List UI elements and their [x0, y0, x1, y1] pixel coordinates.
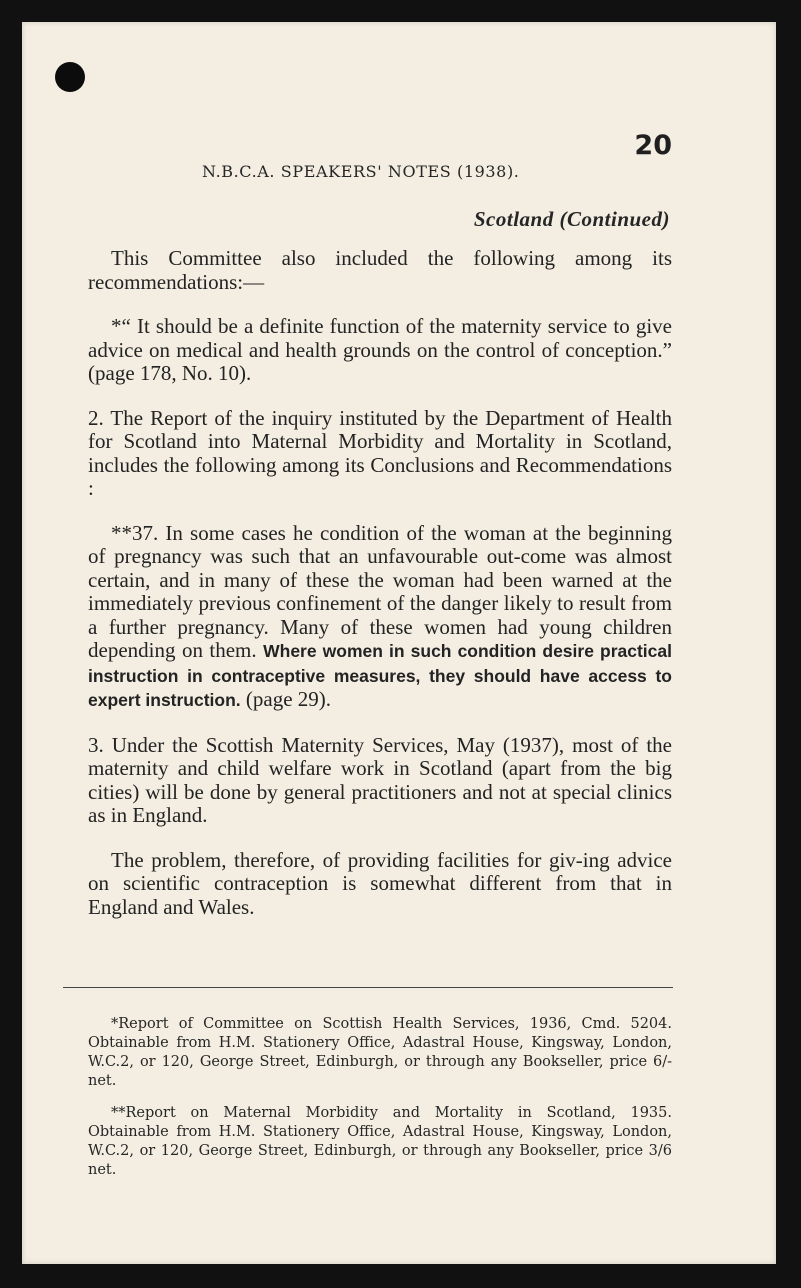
footnote-2: **Report on Maternal Morbidity and Mortality in Scotland, 1935. Obtainable from H.M. Stationery Office, Adastral House, Kingsway, London, W.C.2, or 120, George Street, Edinburgh, or through any Bookseller, price 3/6 net.	[88, 1105, 672, 1178]
paragraph-intro: This Committee also included the following among its recommendations:—	[88, 246, 672, 294]
punch-hole	[55, 62, 85, 92]
footnotes	[88, 1015, 672, 1193]
conclusion-37-emphasis: Where women in such condition desire practical instruction in contraceptive measures, they should have access to expert instruction.	[88, 641, 672, 710]
document-page	[22, 22, 776, 1264]
paragraph-conclusion-37	[88, 522, 672, 713]
body-text	[88, 247, 672, 940]
paragraph-report-inquiry: 2. The Report of the inquiry instituted by the Department of Health for Scotland into Maternal Morbidity and Mortality in Scotland, includes the following among its Conclusions and Recommendations :	[88, 405, 672, 500]
page-number: 20	[634, 130, 672, 161]
running-head: N.B.C.A. SPEAKERS' NOTES (1938).	[202, 162, 520, 181]
paragraph-maternity-services: 3. Under the Scottish Maternity Services, May (1937), most of the maternity and child welfare work in Scotland (apart from the big cities) will be done by general practitioners and not at special clinics as in England.	[88, 732, 672, 827]
footnote-divider	[63, 987, 673, 988]
paragraph-quote-recommendation: *“ It should be a definite function of the maternity service to give advice on medical and health grounds on the control of conception.” (page 178, No. 10).	[88, 314, 672, 385]
section-title: Scotland (Continued)	[473, 207, 670, 231]
paragraph-problem: The problem, therefore, of providing facilities for giv-ing advice on scientific contraception is somewhat different from that in England and Wales.	[88, 847, 672, 919]
conclusion-37-text: **37. In some cases he condition of the woman at the beginning of pregnancy was such that an unfavourable out-come was almost certain, and in many of these the woman had been warned at the immediately previous confinement of the danger likely to result from a further pregnancy. Many of these women had young children depending on them.	[88, 520, 672, 662]
footnote-1: *Report of Committee on Scottish Health Services, 1936, Cmd. 5204. Obtainable from H.M. Stationery Office, Adastral House, Kingsway, London, W.C.2, or 120, George Street, Edinburgh, or through any Bookseller, price 6/- net.	[88, 1016, 672, 1089]
conclusion-37-reference: (page 29).	[240, 687, 332, 711]
